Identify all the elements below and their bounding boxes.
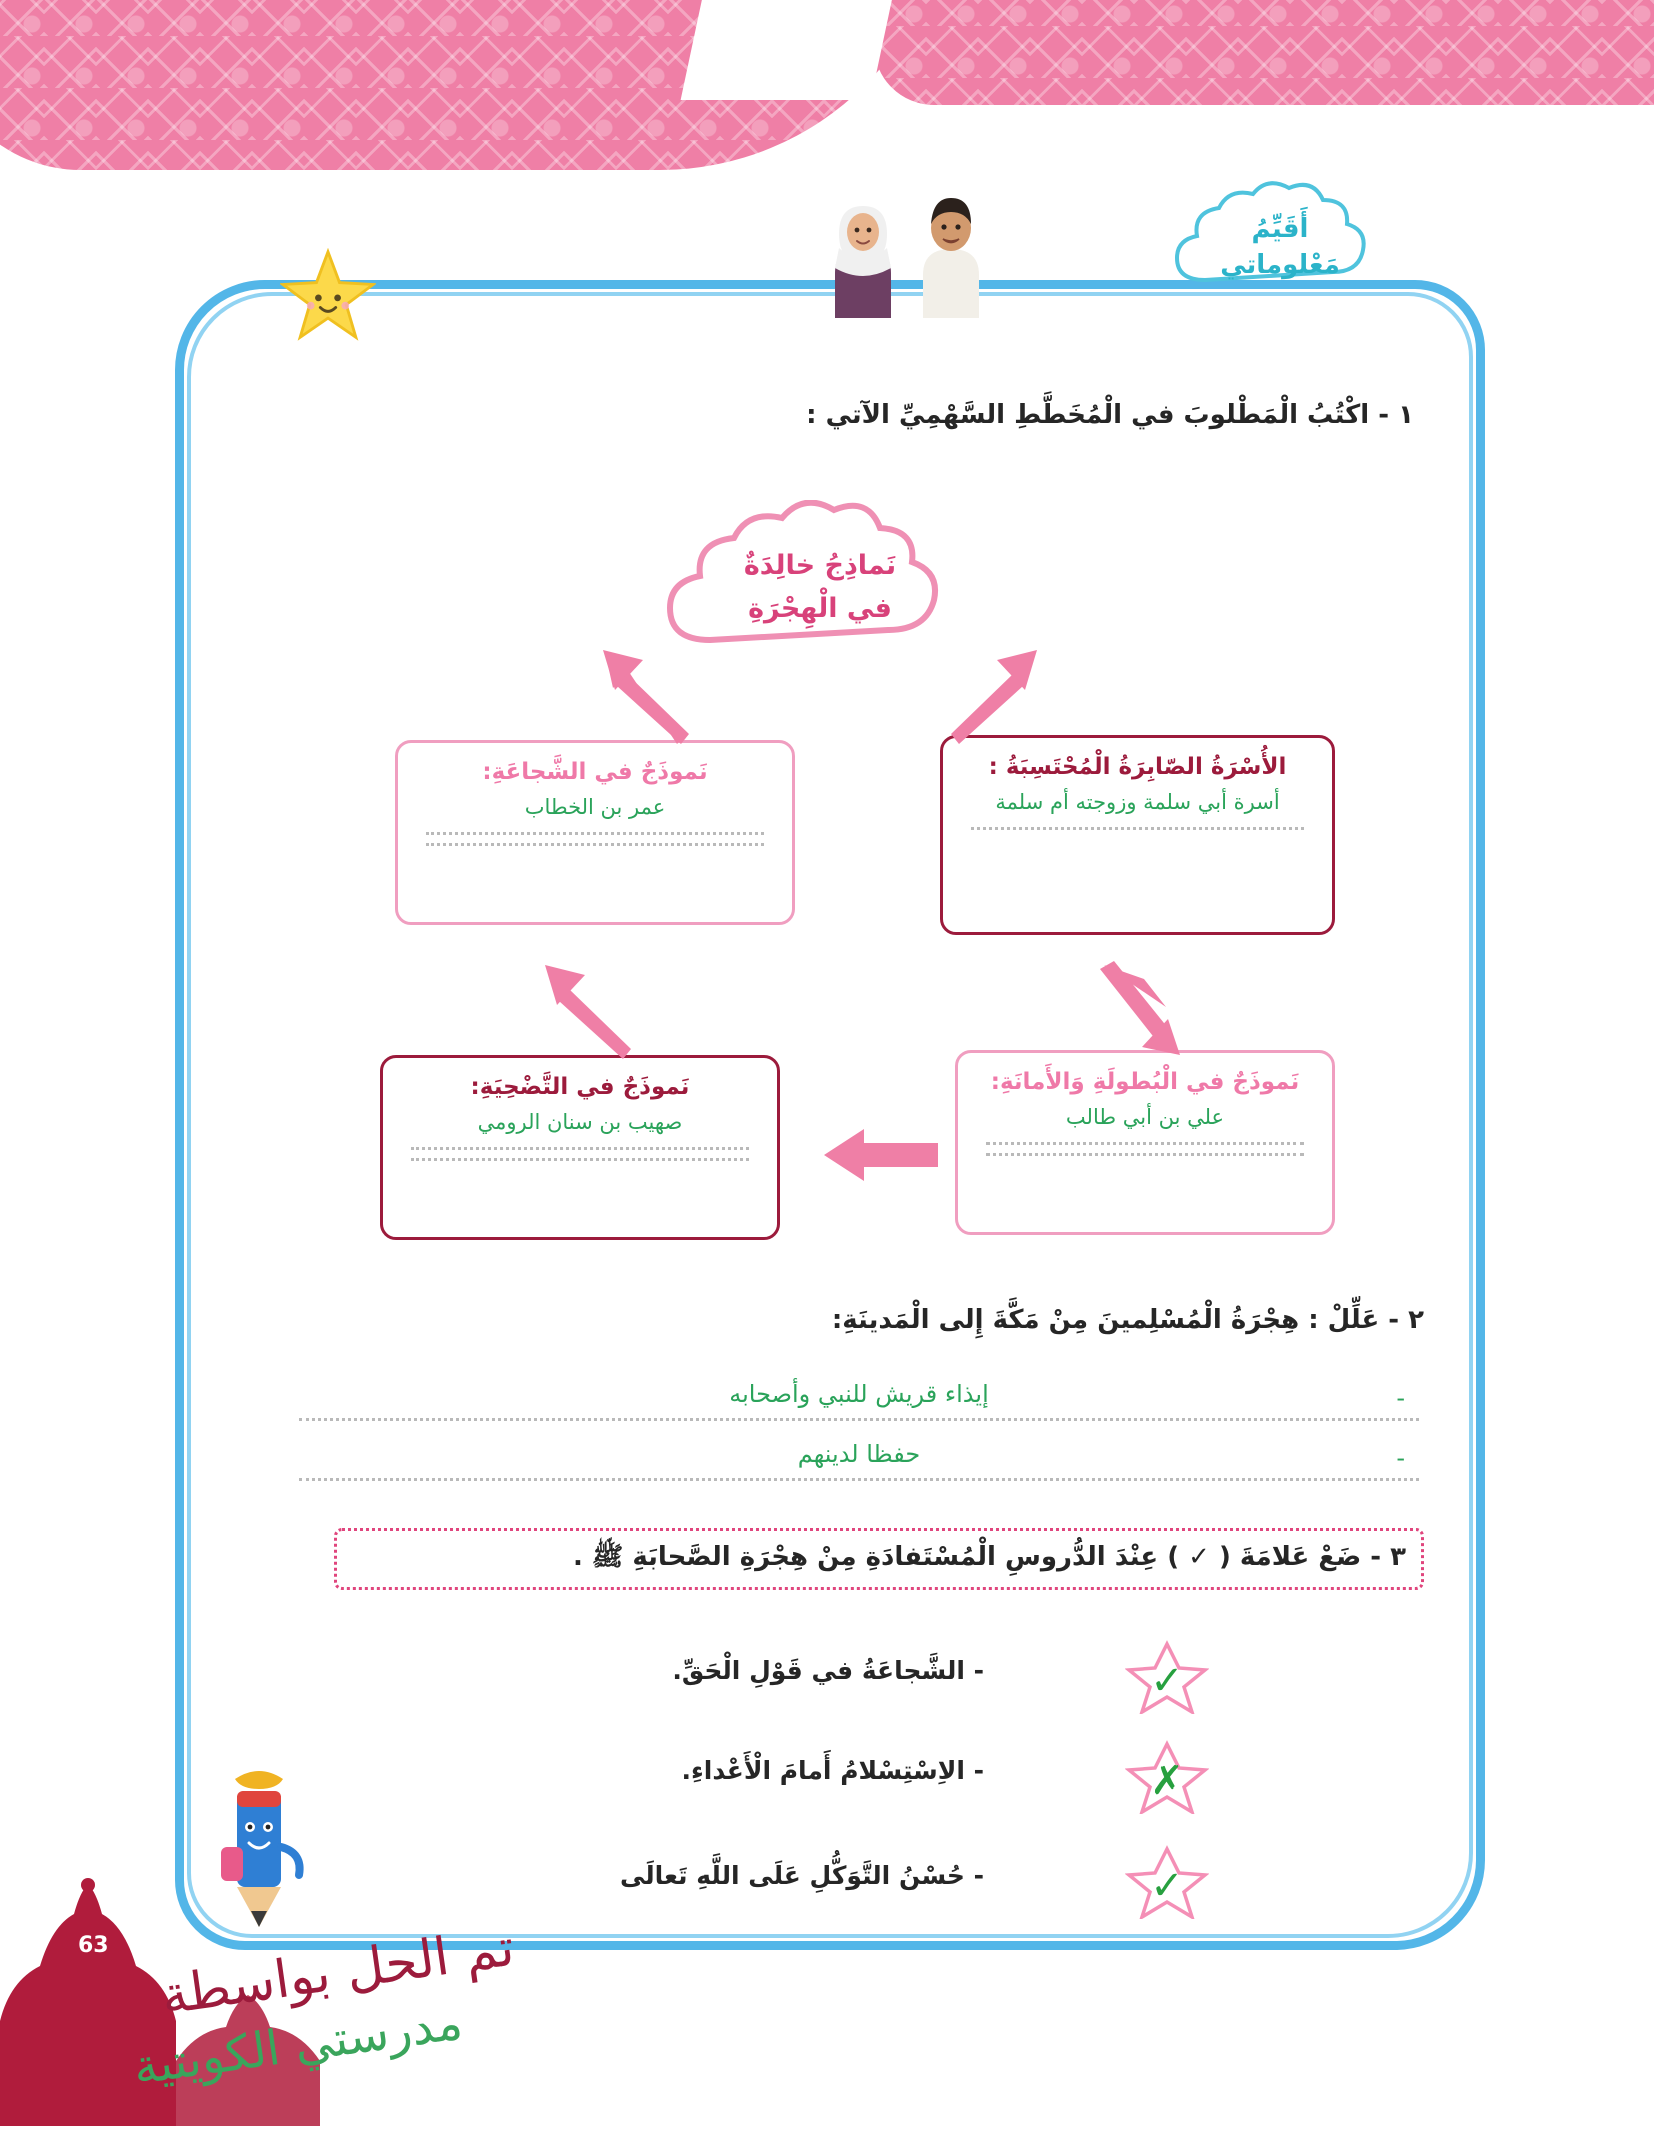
question-2-answer-row-2: [299, 1440, 1419, 1486]
arrow-usra-to-butula: [1090, 955, 1200, 1065]
box-sacrifice-ruleline-1: [411, 1147, 749, 1150]
box-courage-ruleline-2: [426, 843, 764, 846]
answer-rule-1: [299, 1418, 1419, 1421]
option-3-label: - حُسْنُ التَّوَكُّلِ عَلَى اللَّهِ تَعالَى: [619, 1861, 984, 1890]
question-2-answer-row-1: [299, 1380, 1419, 1426]
section-title-cloud: [1165, 180, 1395, 315]
question-3-option-row-2: [334, 1740, 1354, 1814]
option-2-mark: ✗: [1150, 1758, 1184, 1804]
box-family-ruleline-1: [971, 827, 1304, 830]
cloud-title-line1: أَقَيِّمُ: [1251, 214, 1309, 245]
cloud-title-text: [1220, 212, 1340, 282]
box-courage-ruleline-1: [426, 832, 764, 835]
question-1-text: ١ - اكْتُبُ الْمَطْلوبَ في الْمُخَطَّطِ السَّهْمِيِّ الآتي :: [806, 400, 1414, 430]
diagram-box-heroism: [955, 1050, 1335, 1235]
box-heroism-answer: علي بن أبي طالب: [1065, 1105, 1225, 1129]
page-number: 63: [78, 1933, 109, 1958]
option-3-checkbox[interactable]: [1125, 1845, 1209, 1919]
center-cloud-line1: نَماذِجُ خالِدَةٌ: [743, 550, 897, 581]
option-2-checkbox[interactable]: [1125, 1740, 1209, 1814]
answer-rule-2: [299, 1478, 1419, 1481]
diagram-center-cloud: [640, 500, 1000, 670]
question-2-answer-2: حفظا لدينهم: [797, 1440, 921, 1468]
question-3-option-row-1: [334, 1640, 1354, 1714]
box-family-answer: أسرة أبي سلمة وزوجته أم سلمة: [995, 790, 1280, 814]
students-illustration: [805, 178, 1035, 318]
cloud-title-line2: مَعْلوماتي: [1220, 249, 1340, 280]
box-heroism-ruleline-1: [986, 1142, 1304, 1145]
box-heroism-ruleline-2: [986, 1153, 1304, 1156]
box-sacrifice-answer: صهيب بن سنان الرومي: [477, 1110, 683, 1134]
option-1-label: - الشَّجاعَةُ في قَوْلِ الْحَقِّ.: [672, 1656, 984, 1685]
box-courage-head: نَموذَجٌ في الشَّجاعَةِ:: [482, 759, 708, 785]
box-sacrifice-head: نَموذَجٌ في التَّضْحِيَةِ:: [470, 1074, 690, 1100]
watermark-line2-text: مدرستي الكويتية: [129, 1994, 466, 2096]
box-sacrifice-ruleline-2: [411, 1158, 749, 1161]
question-3-banner: [334, 1528, 1424, 1590]
option-2-label: - الاِسْتِسْلامُ أَمامَ الْأَعْداءِ.: [681, 1756, 984, 1785]
arrow-butula-to-tadhiya: [820, 1125, 940, 1185]
box-courage-answer: عمر بن الخطاب: [524, 795, 666, 819]
question-2-answer-1: إيذاء قريش للنبي وأصحابه: [729, 1380, 989, 1408]
diagram-box-patient-family: [940, 735, 1335, 935]
question-3-text: ٣ - ضَعْ عَلامَةَ ( ✓ ) عِنْدَ الدُّروسِ الْمُسْتَفادَةِ مِنْ هِجْرَةِ الصَّحابَةِ ﷺ .: [572, 1542, 1406, 1572]
watermark-line1-text: تم الحل بواسطة: [157, 1917, 518, 2027]
arrow-tadhiya-to-shuja: [525, 955, 635, 1065]
answer-dash-1: -: [1396, 1384, 1405, 1412]
option-1-mark: ✓: [1150, 1658, 1184, 1704]
answer-dash-2: -: [1396, 1444, 1405, 1472]
center-cloud-line2: في الْهِجْرَةِ: [748, 593, 892, 624]
question-2-text: ٢ - عَلِّلْ : هِجْرَةُ الْمُسْلِمينَ مِنْ مَكَّةَ إِلى الْمَدينَةِ:: [831, 1305, 1424, 1335]
option-1-checkbox[interactable]: [1125, 1640, 1209, 1714]
option-3-mark: ✓: [1150, 1863, 1184, 1909]
star-icon: [280, 248, 376, 344]
banner-right-shape: [874, 0, 1654, 105]
question-3-option-row-3: [334, 1845, 1354, 1919]
box-heroism-head: نَموذَجٌ في الْبُطولَةِ وَالأَمانَةِ:: [990, 1069, 1300, 1095]
pencil-mascot-icon: [205, 1751, 325, 1931]
box-family-head: الأُسْرَةُ الصّابِرَةُ الْمُحْتَسِبَةُ :: [988, 754, 1287, 780]
decorative-top-banner: [0, 0, 1654, 185]
diagram-box-sacrifice: [380, 1055, 780, 1240]
diagram-box-courage: [395, 740, 795, 925]
